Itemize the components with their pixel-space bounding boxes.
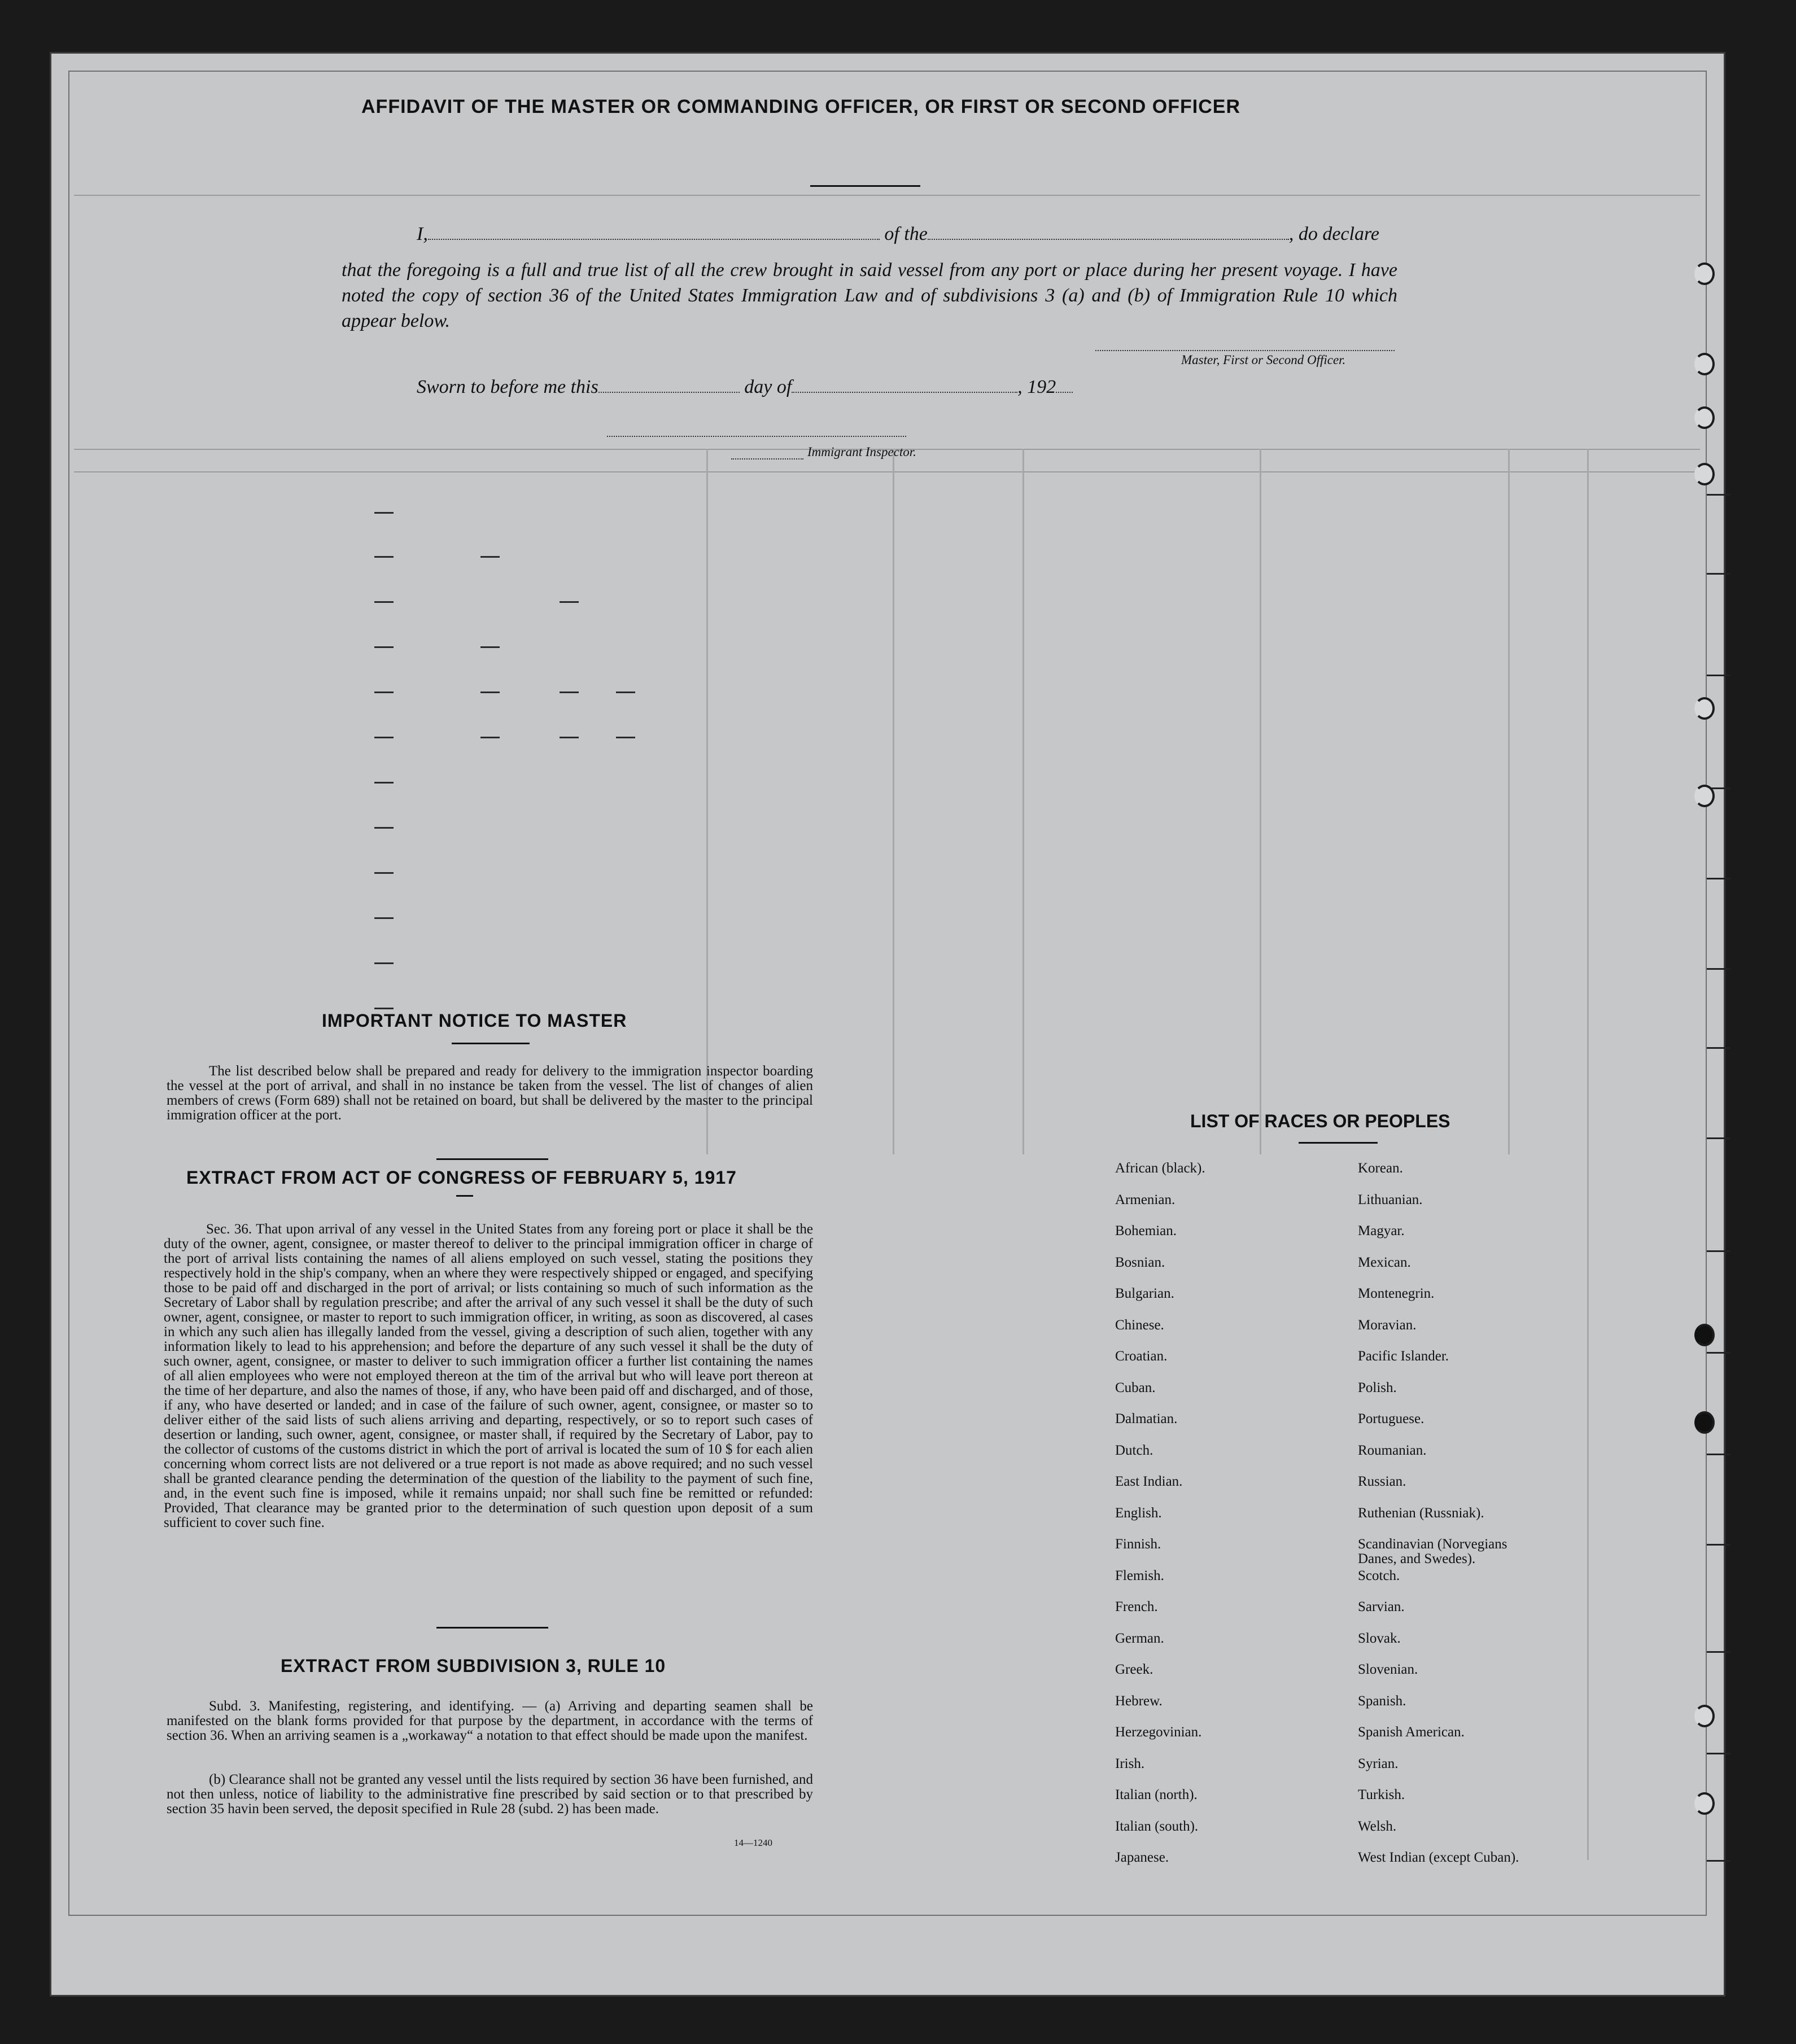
rule-subdivision-b: (b) Clearance shall not be granted any vessel until the lists required by section 36 have been furnished, and not then unless, notice of liability to the administrative fine prescribed by said section or to that prescribed by section 35 havin been served, the deposit specified in Rule 28 (subd. 2) has been made. [167, 1772, 813, 1817]
show-through-line [74, 195, 1700, 196]
race-item: Bohemian. [1115, 1223, 1177, 1238]
race-item: Chinese. [1115, 1317, 1164, 1333]
dash-mark [374, 737, 394, 738]
races-left-column [1115, 1161, 1330, 1882]
inspector-signature-blank-2 [731, 458, 803, 459]
race-item: East Indian. [1115, 1474, 1183, 1489]
race-item: Ruthenian (Russniak). [1358, 1505, 1484, 1521]
show-through-column [893, 449, 894, 1154]
race-item: Polish. [1358, 1380, 1397, 1395]
race-item: Bosnian. [1115, 1254, 1165, 1270]
dash-mark [480, 737, 500, 738]
race-item: Greek. [1115, 1662, 1153, 1677]
race-item: Pacific Islander. [1358, 1349, 1449, 1364]
affidavit-title: AFFIDAVIT OF THE MASTER OR COMMANDING OFFICER, OR FIRST OR SECOND OFFICER [361, 96, 1240, 117]
race-item: Croatian. [1115, 1349, 1168, 1364]
edge-tick [1707, 878, 1731, 879]
race-item: Spanish American. [1358, 1725, 1465, 1740]
sworn-year: , 192 [1017, 377, 1056, 397]
vessel-blank[interactable] [928, 239, 1289, 240]
dash-mark [374, 872, 394, 874]
race-item: French. [1115, 1599, 1158, 1614]
races-title: LIST OF RACES OR PEOPLES [1190, 1111, 1450, 1131]
affidavit-declaration-line [417, 221, 1399, 247]
edge-tick [1707, 1047, 1731, 1049]
edge-tick [1707, 968, 1731, 970]
act-title: EXTRACT FROM ACT OF CONGRESS OF FEBRUARY 5, 1917 [186, 1167, 737, 1188]
dash-mark [374, 646, 394, 648]
race-item: Magyar. [1358, 1223, 1405, 1238]
dash-mark [374, 827, 394, 829]
edge-tick [1707, 1651, 1731, 1653]
race-item: Montenegrin. [1358, 1286, 1435, 1301]
dash-mark [480, 691, 500, 693]
race-item: Herzegovinian. [1115, 1725, 1202, 1740]
sworn-prefix: Sworn to before me this [417, 377, 598, 397]
race-item: Irish. [1115, 1756, 1145, 1771]
punch-hole [1694, 697, 1715, 720]
dash-mark [480, 556, 500, 558]
show-through-column [706, 449, 708, 1154]
race-item: Welsh. [1358, 1818, 1397, 1834]
edge-tick [1707, 1454, 1731, 1455]
edge-tick [1707, 494, 1731, 496]
affidavit-do-declare: , do declare [1288, 224, 1380, 244]
edge-tick [1707, 1352, 1731, 1354]
race-item: Japanese. [1115, 1850, 1169, 1865]
race-item: Turkish. [1358, 1787, 1405, 1802]
race-item: Scotch. [1358, 1568, 1400, 1583]
race-item: Hebrew. [1115, 1693, 1163, 1709]
race-item: Scandinavian (Norvegians Danes, and Swedes). [1358, 1537, 1507, 1566]
sworn-day-blank[interactable] [598, 392, 740, 393]
affidavit-of-the: of the [884, 224, 928, 244]
rule-rule-top [436, 1627, 548, 1629]
punch-hole [1694, 262, 1715, 285]
notice-rule [452, 1043, 530, 1044]
race-item: Cuban. [1115, 1380, 1156, 1395]
punch-hole [1694, 1705, 1715, 1727]
race-item: German. [1115, 1630, 1164, 1646]
edge-tick [1707, 573, 1731, 575]
dash-mark [560, 737, 579, 738]
dash-mark [374, 601, 394, 603]
dash-mark [374, 556, 394, 558]
show-through-column [1260, 449, 1261, 1154]
title-rule [810, 185, 920, 187]
sworn-line [417, 374, 1151, 400]
edge-tick [1707, 675, 1731, 676]
punch-hole [1694, 406, 1715, 429]
races-rule [1299, 1142, 1378, 1144]
inspector-signature-blank[interactable] [607, 436, 906, 437]
sworn-day-of: day of [744, 377, 792, 397]
master-signature-blank[interactable] [1095, 350, 1395, 351]
rule-title: EXTRACT FROM SUBDIVISION 3, RULE 10 [281, 1656, 666, 1676]
race-item: Mexican. [1358, 1254, 1411, 1270]
race-item: West Indian (except Cuban). [1358, 1850, 1519, 1865]
dash-mark [374, 512, 394, 514]
race-item: Roumanian. [1358, 1442, 1427, 1458]
show-through-column [1508, 449, 1510, 1154]
rule-subdivision-a: Subd. 3. Manifesting, registering, and identifying. — (a) Arriving and departing seamen shall be manifested on the blank forms provided for that purpose by the department, in accordance with the terms of section 36. When an arriving seamen is a „workaway“ a notation to that effect should be made upon the manifest. [167, 1699, 813, 1743]
race-item: Italian (north). [1115, 1787, 1198, 1802]
race-item: Armenian. [1115, 1192, 1176, 1207]
sworn-month-blank[interactable] [792, 392, 1017, 393]
race-item: Flemish. [1115, 1568, 1164, 1583]
dash-mark [616, 737, 635, 738]
race-item: Russian. [1358, 1474, 1406, 1489]
dash-mark [374, 691, 394, 693]
race-item: Lithuanian. [1358, 1192, 1423, 1207]
race-item: Syrian. [1358, 1756, 1399, 1771]
act-section-36-text: Sec. 36. That upon arrival of any vessel in the United States from any foreing port or place it shall be the duty of the owner, agent, consignee, or master thereof to deliver to the principal immigration officer in charge of the port of arrival lists containing the names of all aliens employed on such vessel, stating the positions they respectively hold in the ship's company, when an where they were respectively shipped or engaged, and specifying those to be paid off and discharged in the port of arrival; or lists containing so much of such information as the Secretary of Labor shall by regulation prescribe; and after the arrival of any such vessel it shall be the duty of such owner, agent, consignee, or master to report to such immigration officer, in writing, as soon as discovered, al cases in which any such alien has illegally landed from the vessel, giving a description of such alien, together with any information likely to lead to his apprehension; and before the departure of any such vessel it shall be the duty of such owner, agent, consignee, or master to deliver to such immigration officer a further list containing the names of all alien employees who were not employed thereon at the tim of the arrival but who will leave port thereon at the time of her departure, and also the names of those, if any, who have been paid off and discharged, and of those, if any, who have deserted or landed; and in case of the failure of such owner, agent, consignee, or master so to deliver either of the said lists of such aliens arriving and departing, respectively, or so to report such cases of desertion or landing, such owner, agent, consignee, or master shall, if required by the Secretary of Labor, pay to the collector of customs of the customs district in which the port of arrival is located the sum of 10 $ for each alien concerning whom correct lists are not delivered or a true report is not made as above required; and no such vessel shall be granted clearance pending the determination of the question of the liability to the payment of such fine, and, in the event such fine is imposed, while it remains unpaid; nor shall such fine be remitted or refunded: Provided, That clearance may be granted prior to the determination of such question upon deposit of a sum sufficient to cover such fine. [164, 1222, 813, 1530]
show-through-line [74, 471, 1700, 472]
affidavit-paragraph: that the foregoing is a full and true list of all the crew brought in said vessel from any port or place during her present voyage. I have noted the copy of section 36 of the United States Immigration Law and of subdivisions 3 (a) and (b) of Immigration Rule 10 which appear below. [342, 260, 1397, 331]
race-item: Slovak. [1358, 1630, 1401, 1646]
name-blank[interactable] [428, 239, 880, 240]
race-item: Dutch. [1115, 1442, 1153, 1458]
edge-tick [1707, 1250, 1731, 1252]
race-item: Slovenian. [1358, 1662, 1418, 1677]
race-item: English. [1115, 1505, 1162, 1521]
race-item: Moravian. [1358, 1317, 1417, 1333]
punch-hole [1694, 1411, 1715, 1434]
edge-tick [1707, 1753, 1731, 1754]
notice-title: IMPORTANT NOTICE TO MASTER [322, 1010, 627, 1031]
edge-tick [1707, 1544, 1731, 1546]
punch-hole [1694, 1792, 1715, 1815]
race-item: Sarvian. [1358, 1599, 1405, 1614]
master-signature-label: Master, First or Second Officer. [1181, 353, 1346, 367]
race-item: African (black). [1115, 1161, 1205, 1176]
notice-text: The list described below shall be prepared and ready for delivery to the immigration inspector boarding the vessel at the port of arrival, and shall in no instance be taken from the vessel. The list of changes of alien members of crews (Form 689) shall not be retained on board, but shall be delivered by the master to the principal immigration officer at the port. [167, 1063, 813, 1123]
dash-mark [374, 917, 394, 919]
dash-mark [374, 1008, 394, 1009]
race-item: Portuguese. [1358, 1411, 1424, 1426]
dash-mark [560, 691, 579, 693]
dash-mark [374, 782, 394, 784]
act-rule-short [456, 1195, 473, 1197]
races-right-column [1358, 1161, 1595, 1882]
edge-tick [1707, 1137, 1731, 1139]
race-item: Spanish. [1358, 1693, 1406, 1709]
edge-tick [1707, 1860, 1731, 1862]
race-item: Italian (south). [1115, 1818, 1199, 1834]
punch-hole [1694, 463, 1715, 485]
race-item: Bulgarian. [1115, 1286, 1174, 1301]
race-item: Korean. [1358, 1161, 1403, 1176]
affidavit-i: I, [417, 224, 428, 244]
act-rule-top [436, 1158, 548, 1160]
dash-mark [560, 601, 579, 603]
sworn-year-blank[interactable] [1056, 392, 1073, 393]
form-number: 14—1240 [734, 1837, 772, 1848]
show-through-column [1022, 449, 1024, 1154]
punch-hole [1694, 1324, 1715, 1346]
race-item: Finnish. [1115, 1537, 1161, 1552]
dash-mark [374, 962, 394, 964]
race-item: Dalmatian. [1115, 1411, 1178, 1426]
dash-mark [480, 646, 500, 648]
inspector-signature-label: Immigrant Inspector. [807, 445, 916, 459]
punch-hole [1694, 353, 1715, 375]
punch-hole [1694, 785, 1715, 807]
dash-mark [616, 691, 635, 693]
